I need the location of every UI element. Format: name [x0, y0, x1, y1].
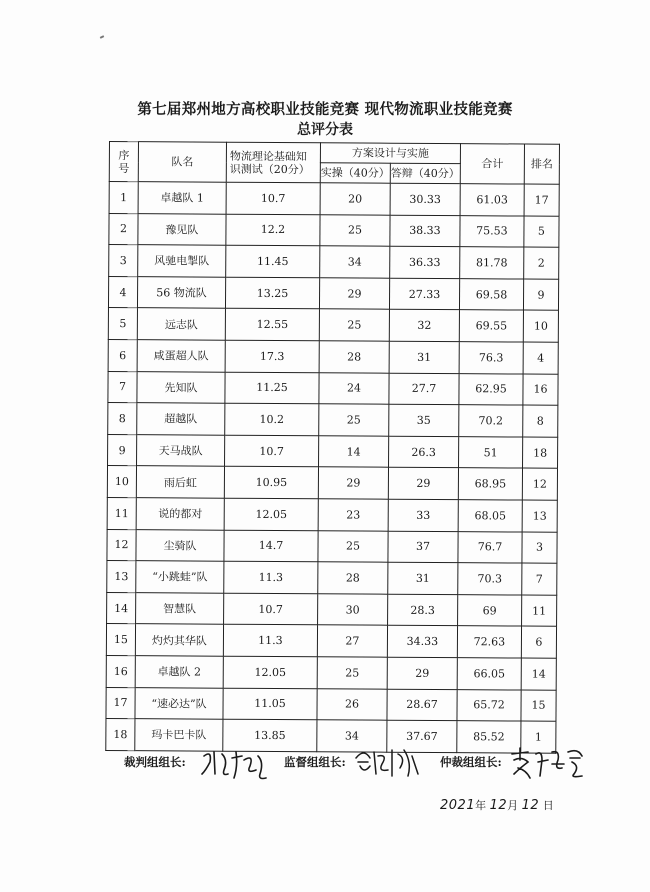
cell-index: 4 — [108, 276, 137, 308]
cell-team: 先知队 — [137, 371, 225, 403]
cell-defense: 33 — [388, 499, 458, 531]
cell-team: 56 物流队 — [137, 276, 225, 308]
table-row — [107, 592, 557, 626]
cell-index: 13 — [107, 561, 136, 593]
cell-practice: 25 — [319, 404, 389, 436]
table-row — [108, 403, 558, 437]
cell-total: 66.05 — [457, 658, 521, 690]
header-defense: 答辩（40分） — [390, 163, 460, 183]
cell-practice: 27 — [317, 625, 387, 657]
document-title: 第七届郑州地方高校职业技能竞赛 现代物流职业技能竞赛 — [137, 101, 513, 118]
cell-practice: 25 — [318, 530, 388, 562]
cell-practice: 25 — [320, 214, 390, 246]
cell-rank: 17 — [524, 184, 559, 216]
cell-total: 65.72 — [457, 689, 521, 721]
cell-defense: 35 — [389, 404, 459, 436]
cell-practice: 28 — [319, 341, 389, 373]
cell-index: 18 — [106, 719, 135, 751]
cell-index: 8 — [108, 403, 137, 435]
table-row — [108, 434, 558, 468]
cell-team: “速必达”队 — [135, 687, 223, 719]
cell-practice: 14 — [319, 436, 389, 468]
cell-defense: 26.3 — [389, 436, 459, 468]
cell-theory: 14.7 — [224, 530, 318, 562]
cell-index: 11 — [107, 497, 136, 529]
cell-team: “小跳蛙”队 — [136, 561, 224, 593]
cell-team: 卓越队 1 — [138, 182, 226, 214]
cell-team: 说的都对 — [136, 498, 224, 530]
cell-rank: 9 — [523, 279, 558, 311]
cell-defense: 38.33 — [390, 215, 460, 247]
cell-theory: 11.3 — [224, 561, 318, 593]
cell-index: 7 — [108, 371, 137, 403]
table-row — [108, 308, 558, 342]
cell-index: 9 — [108, 434, 137, 466]
table-row — [107, 466, 557, 500]
cell-theory: 10.7 — [225, 435, 319, 467]
cell-index: 3 — [109, 245, 138, 277]
cell-total: 70.3 — [458, 563, 522, 595]
cell-defense: 28.3 — [388, 594, 458, 626]
scan-speck — [100, 35, 104, 39]
arbitration-label: 仲裁组组长: — [440, 755, 502, 769]
cell-theory: 12.55 — [225, 309, 319, 341]
cell-defense: 30.33 — [390, 183, 460, 215]
cell-total: 61.03 — [460, 184, 524, 216]
cell-rank: 8 — [523, 405, 558, 437]
cell-rank: 15 — [521, 690, 556, 722]
cell-practice: 25 — [317, 657, 387, 689]
cell-team: 雨后虹 — [136, 466, 224, 498]
cell-team: 卓越队 2 — [135, 656, 223, 688]
table-row — [108, 339, 558, 373]
cell-defense: 28.67 — [387, 689, 457, 721]
cell-rank: 1 — [521, 721, 556, 753]
cell-practice: 20 — [320, 183, 390, 215]
header-team: 队名 — [138, 142, 226, 183]
table-row — [108, 276, 558, 310]
cell-team: 远志队 — [137, 308, 225, 340]
cell-index: 17 — [106, 687, 135, 719]
cell-total: 85.52 — [457, 721, 521, 753]
supervisor-signature-image — [352, 744, 424, 780]
date-day-char: 日 — [542, 799, 554, 812]
cell-defense: 31 — [388, 562, 458, 594]
cell-rank: 5 — [524, 216, 559, 248]
arbitration-signature-image — [508, 744, 594, 782]
cell-team: 尘骑队 — [136, 529, 224, 561]
cell-total: 51 — [459, 436, 523, 468]
table-row — [106, 687, 556, 721]
header-practice: 实操（40分） — [320, 163, 390, 183]
date-year-char: 年 — [475, 799, 487, 812]
cell-defense: 34.33 — [387, 626, 457, 658]
table-row — [109, 245, 559, 279]
cell-total: 81.78 — [460, 247, 524, 279]
cell-rank: 4 — [523, 342, 558, 374]
cell-total: 69.58 — [459, 278, 523, 310]
table-row — [106, 655, 556, 689]
cell-index: 5 — [108, 308, 137, 340]
cell-team: 灼灼其华队 — [135, 624, 223, 656]
cell-defense: 29 — [387, 657, 457, 689]
cell-total: 62.95 — [459, 373, 523, 405]
cell-index: 1 — [109, 182, 138, 214]
cell-practice: 34 — [317, 720, 387, 752]
cell-rank: 3 — [522, 532, 557, 564]
cell-defense: 36.33 — [390, 246, 460, 278]
signature-line — [124, 744, 594, 784]
cell-rank: 18 — [523, 437, 558, 469]
cell-team: 天马战队 — [137, 434, 225, 466]
table-row — [107, 529, 557, 563]
cell-rank: 13 — [522, 500, 557, 532]
table-row — [109, 182, 559, 216]
cell-total: 76.7 — [458, 531, 522, 563]
cell-rank: 6 — [521, 626, 556, 658]
cell-defense: 32 — [389, 310, 459, 342]
cell-rank: 12 — [522, 468, 557, 500]
cell-theory: 11.3 — [223, 625, 317, 657]
cell-theory: 10.95 — [224, 467, 318, 499]
date-month-char: 月 — [507, 799, 519, 812]
cell-rank: 11 — [522, 595, 557, 627]
referee-signature-image — [198, 744, 276, 782]
cell-index: 10 — [107, 466, 136, 498]
document-subtitle: 总评分表 — [297, 122, 353, 138]
cell-theory: 10.2 — [225, 403, 319, 435]
cell-theory: 17.3 — [225, 340, 319, 372]
cell-total: 68.05 — [458, 500, 522, 532]
cell-practice: 29 — [318, 467, 388, 499]
header-theory: 物流理论基础知识测试（20分） — [226, 142, 320, 183]
cell-theory: 13.85 — [223, 719, 317, 751]
cell-theory: 11.45 — [226, 245, 320, 277]
cell-defense: 29 — [388, 468, 458, 500]
cell-total: 69.55 — [459, 310, 523, 342]
cell-team: 豫见队 — [138, 213, 226, 245]
cell-index: 15 — [106, 624, 135, 656]
cell-theory: 11.25 — [225, 372, 319, 404]
cell-rank: 10 — [523, 310, 558, 342]
cell-team: 智慧队 — [136, 592, 224, 624]
cell-theory: 10.7 — [226, 182, 320, 214]
cell-index: 16 — [106, 655, 135, 687]
cell-team: 玛卡巴卡队 — [135, 719, 223, 751]
cell-rank: 16 — [523, 374, 558, 406]
cell-practice: 34 — [320, 246, 390, 278]
date-month: 12 — [489, 798, 508, 813]
cell-theory: 10.7 — [224, 593, 318, 625]
cell-practice: 23 — [318, 499, 388, 531]
header-total: 合计 — [460, 144, 524, 184]
cell-theory: 13.25 — [225, 277, 319, 309]
cell-total: 76.3 — [459, 342, 523, 374]
cell-theory: 11.05 — [223, 688, 317, 720]
cell-theory: 12.05 — [224, 498, 318, 530]
header-index: 序号 — [109, 142, 138, 182]
cell-practice: 25 — [319, 309, 389, 341]
score-table-body — [106, 182, 559, 753]
table-row — [108, 371, 558, 405]
cell-practice: 28 — [318, 562, 388, 594]
cell-defense: 37 — [388, 531, 458, 563]
table-row — [107, 561, 557, 595]
date-day: 12 — [521, 798, 540, 813]
cell-index: 12 — [107, 529, 136, 561]
cell-team: 咸蛋超人队 — [137, 340, 225, 372]
score-table — [105, 141, 560, 753]
supervisor-label: 监督组组长: — [284, 755, 346, 769]
cell-theory: 12.2 — [226, 214, 320, 246]
cell-defense: 27.7 — [389, 373, 459, 405]
cell-rank: 14 — [521, 658, 556, 690]
cell-defense: 31 — [389, 341, 459, 373]
cell-index: 14 — [107, 592, 136, 624]
cell-index: 6 — [108, 339, 137, 371]
cell-total: 70.2 — [459, 405, 523, 437]
table-row — [106, 624, 556, 658]
cell-total: 75.53 — [460, 215, 524, 247]
cell-defense: 37.67 — [387, 720, 457, 752]
cell-practice: 24 — [319, 372, 389, 404]
cell-practice: 30 — [318, 594, 388, 626]
cell-theory: 12.05 — [223, 656, 317, 688]
cell-index: 2 — [109, 213, 138, 245]
cell-defense: 27.33 — [389, 278, 459, 310]
document-date — [440, 797, 554, 813]
header-rank: 排名 — [524, 144, 559, 184]
date-year: 2021 — [440, 798, 476, 813]
table-row — [109, 213, 559, 247]
cell-total: 72.63 — [457, 626, 521, 658]
cell-total: 68.95 — [458, 468, 522, 500]
cell-team: 超越队 — [137, 403, 225, 435]
table-row — [107, 497, 557, 531]
cell-rank: 7 — [522, 563, 557, 595]
cell-team: 风驰电掣队 — [138, 245, 226, 277]
cell-practice: 29 — [319, 278, 389, 310]
header-plan-group: 方案设计与实施 — [320, 143, 460, 164]
referee-label: 裁判组组长: — [124, 755, 186, 769]
cell-practice: 26 — [317, 688, 387, 720]
cell-total: 69 — [458, 594, 522, 626]
cell-rank: 2 — [524, 247, 559, 279]
